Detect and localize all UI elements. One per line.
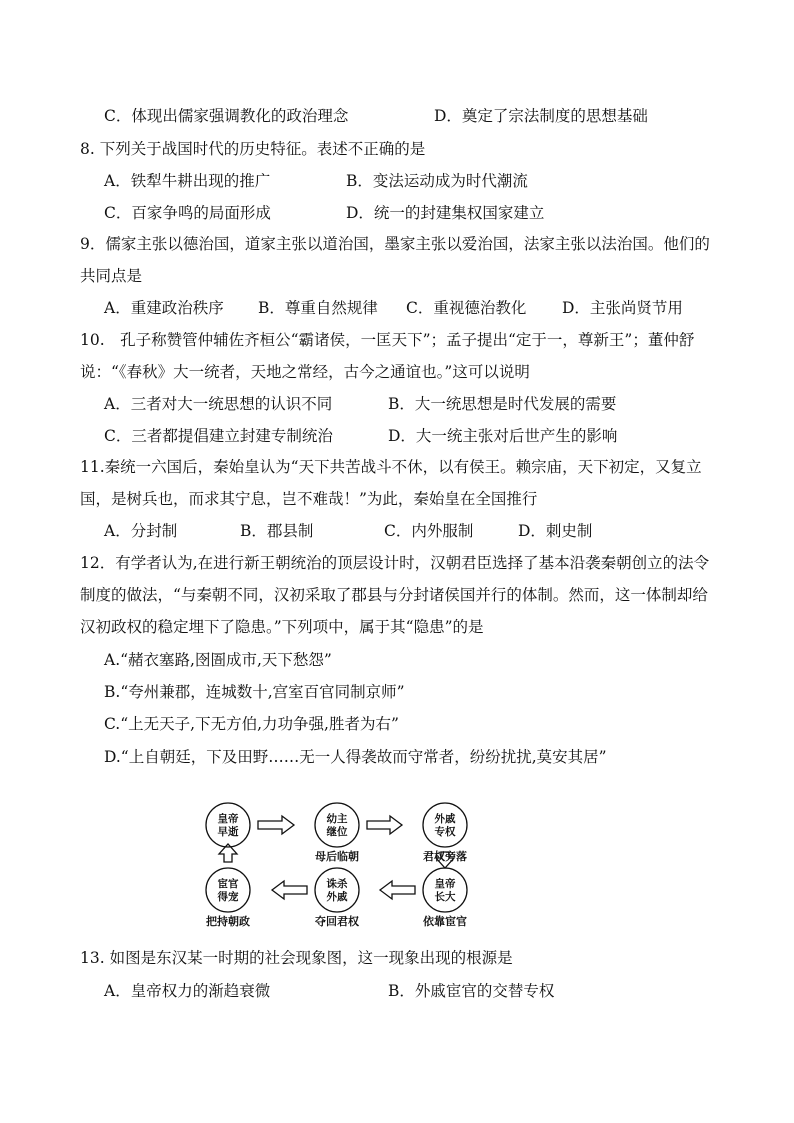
q11-stem-line2: 国，是树兵也，而求其宁息，岂不难哉！”为此，秦始皇在全国推行 <box>80 490 538 508</box>
q12-option-b: B.“夸州兼郡，连城数十,宫室百官同制京师” <box>104 683 405 701</box>
q8-option-c: C．百家争鸣的局面形成 <box>104 204 271 222</box>
q8-option-b: B．变法运动成为时代潮流 <box>346 172 528 190</box>
q10-option-d: D．大一统主张对后世产生的影响 <box>388 427 618 445</box>
node4-text-2: 长大 <box>434 891 456 903</box>
node3-caption: 君权旁落 <box>423 850 467 863</box>
q10-option-a: A．三者对大一统思想的认识不同 <box>104 395 333 413</box>
q10-stem-line2: 说：“《春秋》大一统者，天地之常经，古今之通谊也。”这可以说明 <box>80 363 530 381</box>
arrow-left-2 <box>272 881 307 899</box>
q9-option-b: B．尊重自然规律 <box>258 299 378 317</box>
node-emperor-grows-up <box>423 868 467 912</box>
q12-stem-line1: 12．有学者认为,在进行新王朝统治的顶层设计时，汉朝君臣选择了基本沿袭秦朝创立的法令 <box>80 554 710 572</box>
node6-text-2: 得宠 <box>217 891 239 903</box>
node5-text-1: 诛杀 <box>326 878 348 890</box>
node2-text-1: 幼主 <box>326 813 348 825</box>
node-emperor-dies-early <box>206 803 250 847</box>
arrow-right-2 <box>367 816 402 834</box>
node6-text-1: 宦官 <box>217 878 239 890</box>
q9-stem-line1: 9．儒家主张以德治国，道家主张以道治国，墨家主张以爱治国，法家主张以法治国。他们的 <box>80 235 710 253</box>
q12-option-d: D.“上自朝廷，下及田野……无一人得袭故而守常者，纷纷扰扰,莫安其居” <box>104 748 607 766</box>
q12-stem-line3: 汉初政权的稳定埋下了隐患。”下列项中，属于其“隐患”的是 <box>80 618 484 636</box>
q11-option-c: C．内外服制 <box>384 522 474 540</box>
node5-caption: 夺回君权 <box>315 915 359 928</box>
node2-text-2: 继位 <box>326 826 348 838</box>
q13-option-a: A．皇帝权力的渐趋衰微 <box>104 982 271 1000</box>
q12-option-c: C.“上无天子,下无方伯,力功争强,胜者为右” <box>104 715 399 733</box>
cycle-diagram <box>200 800 500 930</box>
node2-caption: 母后临朝 <box>315 850 359 863</box>
node-eunuchs-favored <box>206 868 250 912</box>
node5-text-2: 外戚 <box>326 891 348 903</box>
q7-option-c: C．体现出儒家强调教化的政治理念 <box>104 107 349 125</box>
q11-option-b: B．郡县制 <box>240 522 314 540</box>
q12-stem-line2: 制度的做法，“与秦朝不同，汉初采取了郡县与分封诸侯国并行的体制。然而，这一体制却给 <box>80 586 708 604</box>
node3-text-2: 专权 <box>434 826 456 838</box>
arrow-right-1 <box>258 816 294 834</box>
q10-stem-line1: 10. 孔子称赞管仲辅佐齐桓公“霸诸侯，一匡天下”；孟子提出“定于一，尊新王”；董仲舒 <box>80 331 695 349</box>
q8-option-a: A．铁犁牛耕出现的推广 <box>104 172 271 190</box>
q7-option-d: D．奠定了宗法制度的思想基础 <box>434 107 648 125</box>
q11-stem-line1: 11.秦统一六国后，秦始皇认为“天下共苦战斗不休，以有侯王。赖宗庙，天下初定，又复立 <box>80 458 702 476</box>
node-kill-relatives <box>315 868 359 912</box>
node4-text-1: 皇帝 <box>434 878 456 890</box>
arrow-left-1 <box>380 881 415 899</box>
node1-text-1: 皇帝 <box>217 813 239 825</box>
node3-text-1: 外戚 <box>434 813 456 825</box>
node-young-ruler <box>315 803 359 847</box>
q10-option-c: C．三者都提倡建立封建专制统治 <box>104 427 333 445</box>
node4-caption: 依靠宦官 <box>423 915 467 928</box>
q8-option-d: D．统一的封建集权国家建立 <box>346 204 545 222</box>
q13-option-b: B．外戚宦官的交替专权 <box>388 982 555 1000</box>
q13-stem: 13. 如图是东汉某一时期的社会现象图，这一现象出现的根源是 <box>80 949 513 967</box>
q8-stem: 8. 下列关于战国时代的历史特征。表述不正确的是 <box>80 140 426 158</box>
node-relatives-power <box>423 803 467 847</box>
q9-option-d: D．主张尚贤节用 <box>562 299 683 317</box>
q11-option-d: D．刺史制 <box>518 522 593 540</box>
q12-option-a: A.“赭衣塞路,囹圄成市,天下愁怨” <box>104 651 332 669</box>
q9-option-a: A．重建政治秩序 <box>104 299 224 317</box>
q9-stem-line2: 共同点是 <box>80 267 143 285</box>
node1-text-2: 早逝 <box>217 826 239 838</box>
q10-option-b: B．大一统思想是时代发展的需要 <box>388 395 617 413</box>
q9-option-c: C．重视德治教化 <box>406 299 527 317</box>
q11-option-a: A．分封制 <box>104 522 178 540</box>
node6-caption: 把持朝政 <box>206 915 250 928</box>
